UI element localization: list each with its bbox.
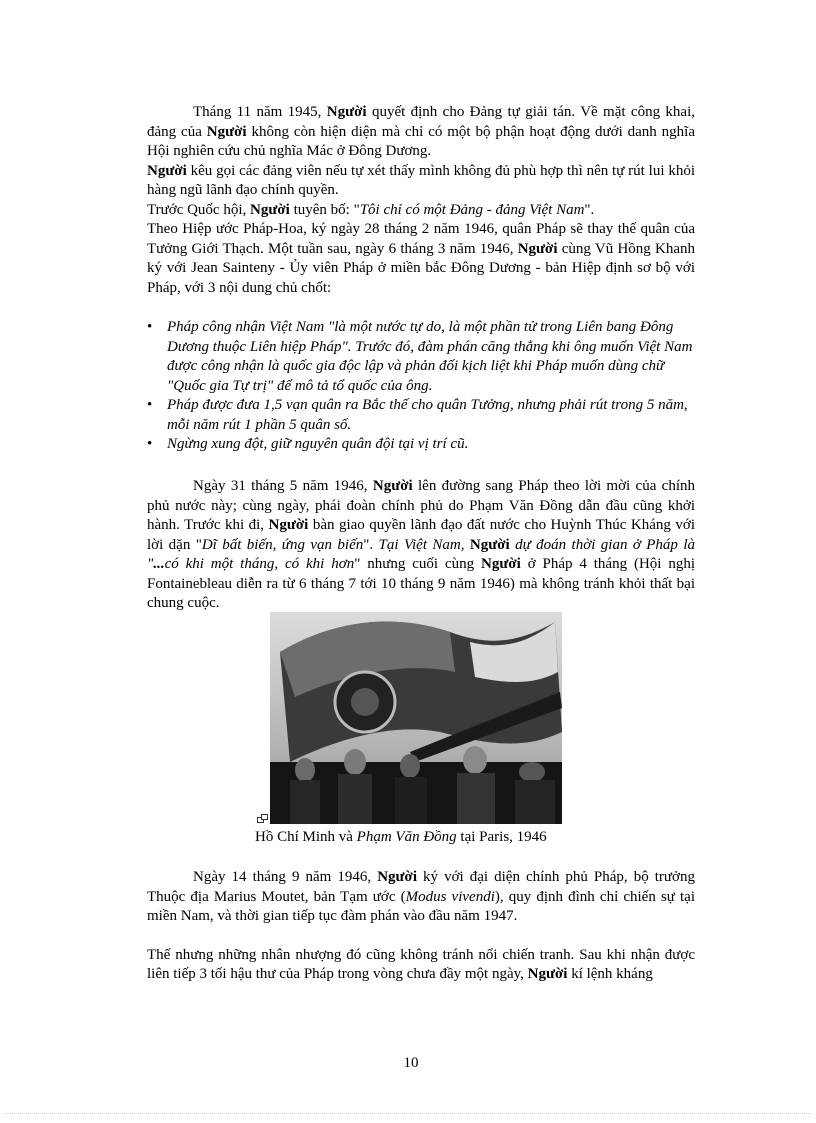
bullet-list (147, 318, 695, 455)
paragraph-2: Người kêu gọi các đảng viên nếu tự xét thấy mình không đủ phù hợp thì nên tự rút lui khỏi hàng ngũ lãnh đạo chính quyền. (147, 162, 695, 198)
page-bottom-divider (5, 1113, 811, 1114)
photo-illustration (270, 612, 562, 824)
bullet-icon: • (147, 319, 153, 335)
photo-caption: Hồ Chí Minh và Phạm Văn Đồng tại Paris, 1946 (255, 829, 547, 845)
top-text-block (147, 103, 695, 298)
page-number: 10 (403, 1055, 419, 1071)
paragraph-5: Ngày 31 tháng 5 năm 1946, Người lên đường sang Pháp theo lời mời của chính phủ nước này; cùng ngày, phái đoàn chính phủ do Phạm Văn Đồng dẫn đầu cũng khởi hành. Trước khi đi, Người bàn giao quyền lãnh đạo đất nước cho Huỳnh Thúc Kháng với lời dặn "Dĩ bất biến, ứng vạn biến". Tại Việt Nam, Người dự đoán thời gian ở Pháp là "...có khi một tháng, có khi hơn" nhưng cuối cùng Người ở Pháp 4 tháng (Hội nghị Fontainebleau diễn ra từ 6 tháng 7 tới 10 tháng 9 năm 1946) mà không tránh khỏi thất bại chung cuộc. (147, 478, 696, 611)
paragraph-7: Thế nhưng những nhân nhượng đó cũng không tránh nổi chiến tranh. Sau khi nhận được liên tiếp 3 tối hậu thư của Pháp trong vòng chưa đầy một ngày, Người kí lệnh kháng (147, 946, 695, 982)
image-anchor-icon (257, 814, 268, 823)
bullet-item-3: • Ngừng xung đột, giữ nguyên quân đội tại vị trí cũ. (147, 435, 695, 455)
historical-photo (270, 612, 562, 824)
bullet-icon: • (147, 436, 153, 452)
paragraph-4: Theo Hiệp ước Pháp-Hoa, ký ngày 28 tháng 2 năm 1946, quân Pháp sẽ thay thế quân của Tưởng Giới Thạch. Một tuần sau, ngày 6 tháng 3 năm 1946, Người cùng Vũ Hồng Khanh ký với Jean Sainteny - Ủy viên Pháp ở miền bắc Đông Dương - bản Hiệp định sơ bộ với Pháp, với 3 nội dung chủ chốt: (147, 221, 696, 296)
lower-text-block (147, 868, 695, 985)
bullet-item-1: • Pháp công nhận Việt Nam "là một nước tự do, là một phần tử trong Liên bang Đông Dương thuộc Liên hiệp Pháp". Trước đó, đàm phán căng thẳng khi ông muốn Việt Nam được công nhận là quốc gia độc lập và phản đối kịch liệt khi Pháp muốn dùng chữ "Quốc gia Tự trị" để mô tả tổ quốc của ông. (147, 319, 693, 394)
paragraph-1: Tháng 11 năm 1945, Người quyết định cho Đảng tự giải tán. Về mặt công khai, đảng của Người không còn hiện diện mà chỉ có một bộ phận hoạt động dưới danh nghĩa Hội nghiên cứu chủ nghĩa Mác ở Đông Dương. (147, 104, 695, 159)
bullet-icon: • (147, 397, 153, 413)
paragraph-3: Trước Quốc hội, Người tuyên bố: "Tôi chỉ có một Đảng - đảng Việt Nam". (147, 201, 595, 218)
bullet-item-2: • Pháp được đưa 1,5 vạn quân ra Bắc thế cho quân Tưởng, nhưng phải rút trong 5 năm, mỗi năm rút 1 phần 5 quân số. (147, 397, 688, 433)
paragraph-6: Ngày 14 tháng 9 năm 1946, Người ký với đại diện chính phủ Pháp, bộ trưởng Thuộc địa Marius Moutet, bản Tạm ước (Modus vivendi), quy định đình chỉ chiến sự tại miền Nam, và thời gian tiếp tục đàm phán vào đầu năm 1947. (147, 869, 696, 924)
middle-text-block (147, 477, 695, 614)
